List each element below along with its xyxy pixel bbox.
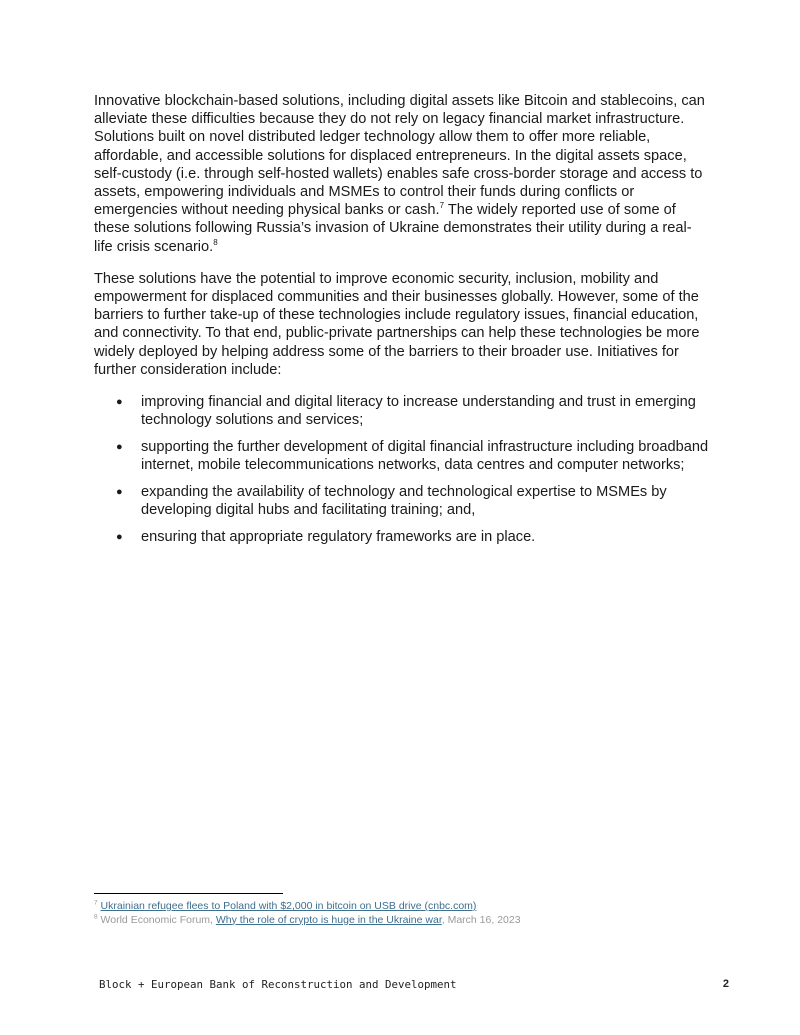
list-item-text: ensuring that appropriate regulatory frameworks are in place. [141, 528, 536, 545]
paragraph-text: The widely reported use of some of these solutions following Russia’s invasion of Ukraine demonstrates their utility during a real-life crisis scenario. [94, 202, 692, 255]
footnote-8 [94, 914, 714, 928]
page-footer [99, 978, 731, 991]
page-number: 2 [722, 978, 729, 990]
footnote-number: 8 [94, 913, 98, 920]
footnote-divider [94, 893, 283, 894]
bullet-icon: ● [116, 440, 123, 453]
footnotes [94, 900, 714, 927]
footnote-ref-8[interactable]: 8 [213, 237, 218, 247]
footnote-number: 7 [94, 899, 98, 907]
list-item [116, 483, 710, 519]
main-content [94, 92, 710, 554]
initiatives-list [94, 393, 710, 546]
footnote-suffix: , March 16, 2023 [441, 913, 521, 926]
paragraph-blockchain-solutions [94, 92, 710, 256]
list-item-text: expanding the availability of technology and technological expertise to MSMEs by developing digital hubs and facilitating training; and, [141, 483, 667, 519]
bullet-icon: ● [116, 530, 123, 543]
bullet-icon: ● [116, 396, 123, 409]
list-item-text: supporting the further development of digital financial infrastructure including broadband internet, mobile telecommunications networks, data centres and computer networks; [141, 438, 709, 474]
footnote-link-cnbc[interactable]: Ukrainian refugee flees to Poland with $2,000 in bitcoin on USB drive (cnbc.com) [100, 900, 477, 912]
list-item [116, 393, 710, 429]
footnote-prefix: World Economic Forum, [100, 913, 216, 926]
bullet-icon: ● [116, 485, 123, 498]
list-item [116, 438, 710, 474]
list-item [116, 528, 710, 546]
footer-text: Block + European Bank of Reconstruction and Development [99, 978, 457, 991]
list-item-text: improving financial and digital literacy to increase understanding and trust in emerging technology solutions and services; [141, 394, 696, 429]
footnote-link-wef[interactable]: Why the role of crypto is huge in the Ukraine war [215, 913, 442, 926]
paragraph-potential: These solutions have the potential to improve economic security, inclusion, mobility and empowerment for displaced communities and their businesses globally. However, some of the barriers to further take-up of these technologies include regulatory issues, financial education, and connectivity. To that end, public-private partnerships can help these technologies be more widely deployed by helping address some of the barriers to their broader use. Initiatives for further consideration include: [94, 270, 700, 378]
paragraph-text: Innovative blockchain-based solutions, including digital assets like Bitcoin and stablecoins, can alleviate these difficulties because they do not rely on legacy financial market infrastructure. Solutions built on novel distributed ledger technology allow them to offer more reliable, affordable, and accessible solutions for displaced entrepreneurs. In the digital assets space, self-custody (i.e. through self-hosted wallets) enables safe cross-border storage and access to assets, empowering individuals and MSMEs to control their funds during conflicts or emergencies without needing physical banks or cash. [94, 93, 705, 219]
footnote-7 [94, 900, 714, 914]
footnote-ref-7[interactable]: 7 [439, 201, 445, 211]
